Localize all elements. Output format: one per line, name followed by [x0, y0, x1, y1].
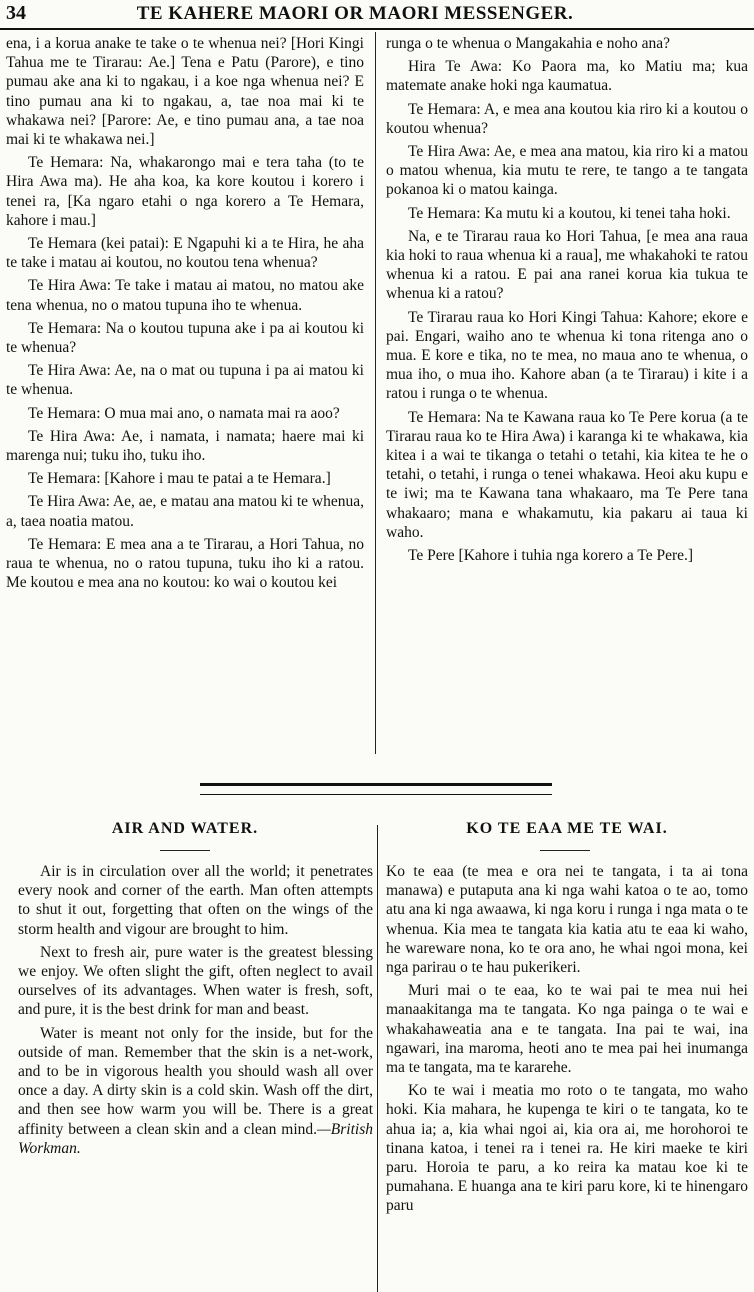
column-divider — [375, 32, 376, 754]
source-credit: —British Workman. — [18, 1120, 373, 1157]
page-header — [0, 0, 754, 30]
paragraph: ena, i a korua anake te take o te whenua nei? [Hori Kingi Tahua me te Tirarau: Ae.] Tena e Patu (Parore), e tino pumau ake ana ki to ngakau, i a koe nga whenua nei? E tino pumau ana ki to ngakau, a, tae noa mai ki te whakawa nei? [Parore: Ae, e tino pumau ana, a tae noa mai ki te whakawa nei.] — [6, 35, 364, 149]
paragraph: Te Hemara: O mua mai ano, o namata mai ra aoo? — [28, 404, 340, 422]
paragraph: Ko te eaa (te mea e ora nei te tangata, i ta ai tona manawa) e putaputa ana ki nga wahi katoa o te ao, tomo atu ana ki nga awaawa, ki nga koru i runga i nga mata o te whenua. Kia mea te tangata kia katia atu te eaa ki waho, he wareware nona, ko te ora ano, he whai ngoi mona, kei nga parirau o te hau pukerikeri. — [386, 863, 748, 977]
paragraph: Te Hemara: A, e mea ana koutou kia riro ki a koutou o koutou whenua? — [386, 100, 748, 137]
paragraph: Te Tirarau raua ko Hori Kingi Tahua: Kahore; ekore e pai. Engari, waiho ano te whenua ki tona ritenga ano o mua. E kore e tika, no te mea, no maua ano te whenua, o mua iho, o mua iho. Kahore aban (a te Tirarau) i kite i a ratou i runga o te whenua. — [386, 308, 748, 403]
paragraph: Na, e te Tirarau raua ko Hori Tahua, [e mea ana raua kia hoki to raua whenua ki a raua], me whakahoki te ratou whenua ki a ratou. E pai ana ranei korua kia tukua te whenua ki a ratou? — [386, 227, 748, 303]
upper-left-column — [6, 34, 364, 754]
paragraph: Muri mai o te eaa, ko te wai pai te mea nui hei manaakitanga ma te tangata. Ko nga painga o te wai e whakahaweatia ana e te tangata. Ina pai te wai, ina ngawari, ina maroma, heoti ano te mea pai hei inumanga ma te tangata, ma te kararehe. — [386, 982, 748, 1077]
paragraph: Air is in circulation over all the world; it penetrates every nook and corner of the earth. Man often attempts to shut it out, forgetting that often on the wings of the storm health and vigour are brought to him. — [18, 863, 373, 938]
paragraph: Te Hemara: Na te Kawana raua ko Te Pere korua (a te Tirarau raua ko te Hira Awa) i karanga ki te whakawa, kia kitea i a wai te tikanga o tetahi o tetahi, kia kitea te he o tetahi, o tetahi, i runga o tenei whakawa. Heoi aku kupu e te iwi; ma te Kawana tana whakaaro, ma Te Pere tana whakaaro; mana e whakamutu, kia pakaru ai taua ki waho. — [386, 408, 748, 541]
page-number: 34 — [6, 2, 26, 24]
paragraph: Hira Te Awa: Ko Paora ma, ko Matiu ma; kua matemate anake hoki nga kaumatua. — [386, 58, 748, 95]
paragraph: Te Hira Awa: Ae, na o mat ou tupuna i pa ai matou ki te whenua. — [6, 362, 364, 399]
title-underline — [540, 850, 590, 851]
paragraph: Te Hira Awa: Te take i matau ai matou, no matou ake tena whenua, no o matou tupuna iho te whenua. — [6, 277, 364, 314]
section-separator — [200, 783, 552, 795]
article-title-maori: KO TE EAA ME TE WAI. — [466, 820, 668, 837]
paragraph: Te Hemara: E mea ana a te Tirarau, a Hori Tahua, no raua te whenua, no o ratou tupuna, tuku iho ki a ratou. Me koutou e mea ana no koutou: ko wai o koutou kei — [6, 535, 364, 592]
paragraph: Te Hira Awa: Ae, i namata, i namata; haere mai ki marenga nui; tuku iho, tuku iho. — [6, 427, 364, 465]
upper-right-column — [386, 34, 748, 754]
title-underline — [160, 850, 210, 851]
article-english-body — [18, 862, 373, 1290]
paragraph: runga o te whenua o Mangakahia e noho ana? — [386, 35, 671, 52]
paragraph: Te Hemara: Na, whakarongo mai e tera taha (to te Hira Awa ma). He aha koa, ka kore koutou i korero i tenei ra, [Ka ngaro etahi o nga korero a Te Hemara, kahore i mau.] — [6, 154, 364, 229]
column-divider — [377, 825, 378, 1292]
paragraph: Te Hira Awa: Ae, e mea ana matou, kia riro ki a matou o matou whenua, kia mutu te rere, te tango a te tangata pokanoa ki o matou kainga. — [386, 143, 748, 199]
article-title-english: AIR AND WATER. — [111, 820, 259, 837]
paragraph: Next to fresh air, pure water is the greatest blessing we enjoy. We often slight the gift, often neglect to avail ourselves of its advantages. When water is fresh, soft, and pure, it is the best drink for man and beast. — [18, 943, 373, 1019]
paragraph: Te Hemara: [Kahore i mau te patai a te Hemara.] — [28, 470, 331, 488]
paragraph: Te Pere [Kahore i tuhia nga korero a Te Pere.] — [408, 547, 694, 565]
paragraph: Te Hemara (kei patai): E Ngapuhi ki a te Hira, he aha te take i matau ai koutou, no koutou tena whenua? — [6, 235, 364, 272]
paragraph: Te Hira Awa: Ae, ae, e matau ana matou ki te whenua, a, taea noatia matou. — [6, 493, 364, 530]
article-maori-body — [386, 862, 748, 1290]
paragraph — [18, 1024, 373, 1158]
paragraph: Ko te wai i meatia mo roto o te tangata, mo waho hoki. Kia mahara, he kupenga te kiri o te tangata, ko te ahua ia; a, kia whai ngoi ai, kia ora ai, me horohoroi te tinana katoa, i tenei ra i tenei ra. He kiri maeke te kiri paru. Horoia te paru, a ko reira ka matau koe ki te pumahana. E huanga ana te kiri paru kore, ki te hinengaro paru — [386, 1082, 748, 1215]
running-title: TE KAHERE MAORI OR MAORI MESSENGER. — [136, 3, 574, 24]
paragraph-text: Water is meant not only for the inside, but for the outside of man. Remember that the skin is a net-work, and to be in vigorous health you should wash all over once a day. A dirty skin is a cold skin. Wash off the dirt, and then see how warm you will be. There is a great affinity between a clean skin and a clean mind. — [18, 1024, 373, 1138]
paragraph: Te Hemara: Na o koutou tupuna ake i pa ai koutou ki te whenua? — [6, 319, 364, 357]
paragraph: Te Hemara: Ka mutu ki a koutou, ki tenei taha hoki. — [408, 204, 731, 222]
